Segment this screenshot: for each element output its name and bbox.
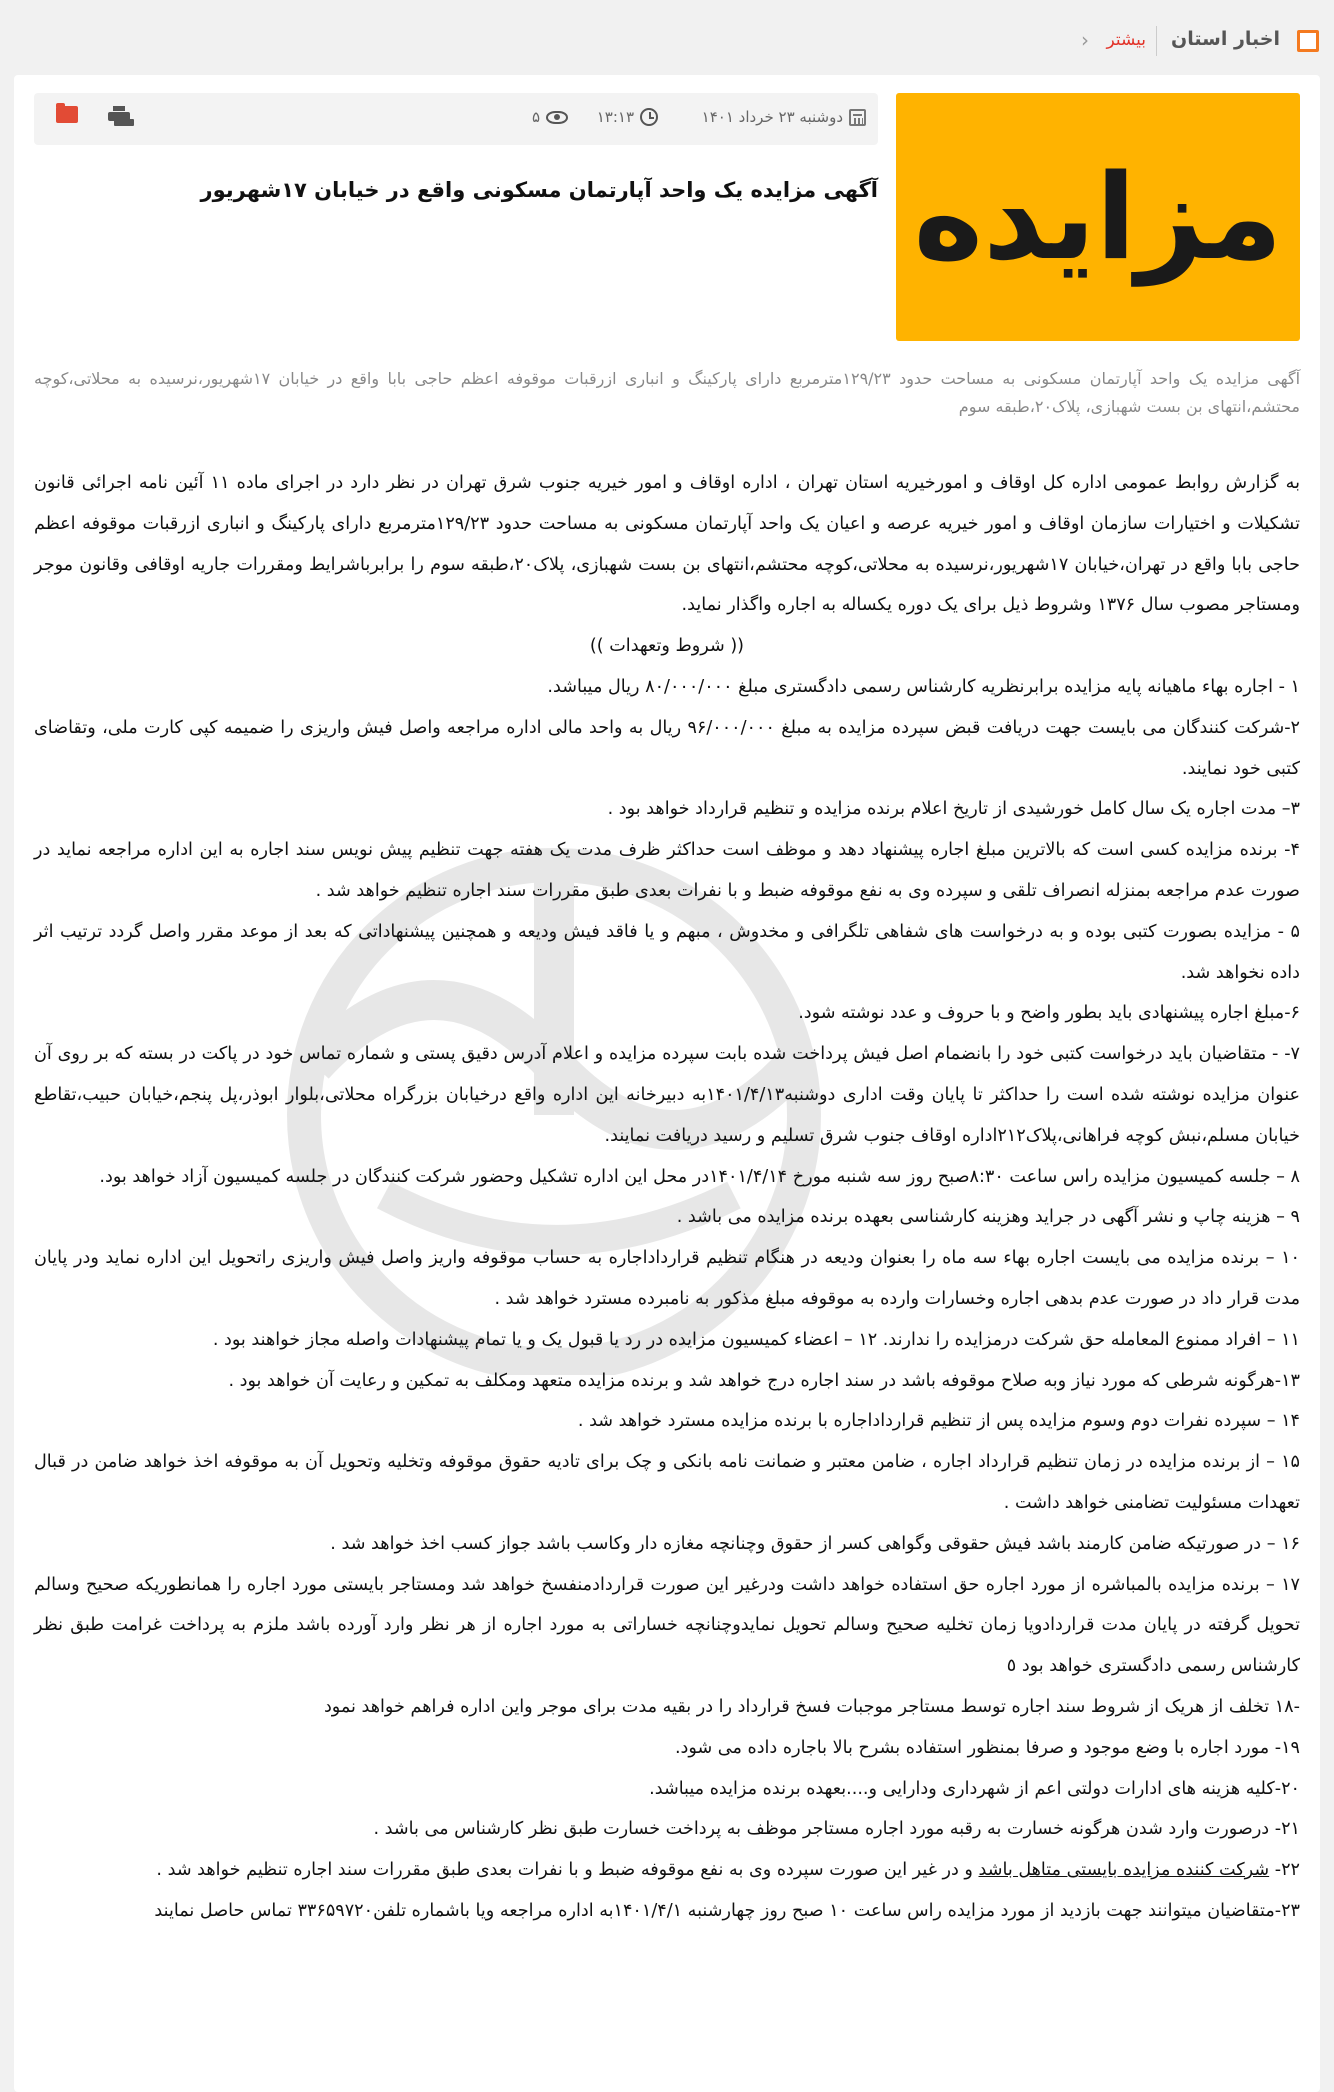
condition-item: ۸ – جلسه کمیسیون مزایده راس ساعت ۸:۳۰صبح روز سه شنبه مورخ ۱۴۰۱/۴/۱۴در محل این اداره تشکیل وحضور شرکت کنندگان در جلسه کمیسیون آزاد خواهد بود. [99, 1166, 1300, 1187]
intro-paragraph: به گزارش روابط عمومی اداره کل اوقاف و امورخیریه استان تهران ، اداره اوقاف و امور خیریه جنوب شرق تهران در نظر دارد در اجرای ماده ۱۱ آئین نامه اجرائی قانون تشکیلات و اختیارات سازمان اوقاف و امور خیریه عرصه و اعیان یک واحد آپارتمان مسکونی به مساحت حدود ۱۲۹/۲۳مترمربع دارای پارکینگ و انباری ازرقبات موقوفه اعظم حاجی بابا واقع در تهران،خیابان ۱۷شهریور،نرسیده به محلاتی،کوچه محتشم،انتهای بن بست شهبازی، پلاک۲۰،طبقه سوم را برابرباشرایط ومقررات جاریه اوقافی وقانون موجر ومستاجر مصوب سال ۱۳۷۶ وشروط ذیل برای یک دوره یکساله به اجاره واگذار نماید. [34, 473, 1300, 616]
condition-item: ۵ - مزایده بصورت کتبی بوده و به درخواست های شفاهی تلگرافی و مخدوش ، مبهم و یا فاقد فیش ودیعه و همچنین پیشنهاداتی که بعد از موعد مقرر واصل گردد ترتیب اثر داده نخواهد شد. [34, 921, 1300, 983]
hero-image [896, 93, 1300, 341]
condition-item: ۱۱ – افراد ممنوع المعامله حق شرکت درمزایده را ندارند. ۱۲ – اعضاء کمیسیون مزایده در رد یا قبول یک و یا تمام پیشنهادات واصله مجاز خواهند بود . [212, 1329, 1300, 1350]
top-bar [0, 0, 1334, 78]
calendar-icon [849, 109, 866, 126]
archive-button[interactable] [56, 106, 78, 123]
condition-item: ۳– مدت اجاره یک سال کامل خورشیدی از تاریخ اعلام برنده مزایده و تنظیم قرارداد خواهد بود . [607, 799, 1300, 820]
condition-item: ۷- - متقاضیان باید درخواست کتبی خود را بانضمام اصل فیش پرداخت شده بابت سپرده مزایده و اعلام آدرس دقیق پستی و شماره تماس خود در پاکت در بسته که بر روی آن عنوان مزایده نوشته شده است را حداکثر تا پایان وقت اداری دوشنبه۱۴۰۱/۴/۱۳به دبیرخانه این اداره واقع درخیابان بزرگراه محلاتی،بلوار ابوذر،پل پنجم،خیابان حبیب،تقاطع خیابان مسلم،نبش کوچه فراهانی،پلاک۲۱۲اداره اوقاف جنوب شرق تسلیم و رسید دریافت نمایند. [34, 1044, 1301, 1146]
chevron-left-icon[interactable]: ‹ [1081, 28, 1089, 52]
article-lead: آگهی مزایده یک واحد آپارتمان مسکونی به مساحت حدود ۱۲۹/۲۳مترمربع دارای پارکینگ و انباری ازرقبات موقوفه اعظم حاجی بابا واقع در خیابان ۱۷شهریور،نرسیده به محلاتی،کوچه محتشم،انتهای بن بست شهبازی، پلاک۲۰،طبقه سوم [34, 369, 1301, 416]
condition-item: ۱۴ – سپرده نفرات دوم وسوم مزایده پس از تنظیم قرارداداجاره با برنده مزایده مسترد خواهد شد . [577, 1411, 1300, 1432]
condition-item-23: ۲۳-متقاضیان میتوانند جهت بازدید از مورد مزایده راس ساعت ۱۰ صبح روز چهارشنبه ۱۴۰۱/۴/۱به اداره مراجعه ویا باشماره تلفن۳۳۶۵۹۷۲۰ تماس حاصل نمایند [154, 1900, 1300, 1921]
views-count: ۵ [531, 108, 540, 126]
item22-prefix: ۲۲- [1269, 1860, 1300, 1881]
condition-item: ۹ – هزینه چاپ و نشر آگهی در جراید وهزینه کارشناسی بعهده برنده مزایده می باشد . [676, 1207, 1300, 1228]
condition-item: ۲۱- درصورت وارد شدن هرگونه خسارت به رقبه مورد اجاره مستاجر موظف به پرداخت خسارت طبق نظر کارشناس می باشد . [373, 1819, 1300, 1840]
hero-label: مزایده [913, 148, 1283, 286]
article-body [34, 463, 1300, 1932]
meta-date [702, 108, 866, 126]
meta-time [597, 108, 658, 126]
item22-suffix: و در غیر این صورت سپرده وی به نفع موقوفه ضبط و با نفرات بعدی طبق مقررات سند اجاره تنظیم خواهد شد . [156, 1860, 979, 1881]
item22-underlined: شرکت کننده مزایده بایستی متاهل باشد [978, 1860, 1270, 1881]
divider [1156, 26, 1157, 56]
condition-item: ۴- برنده مزایده کسی است که بالاترین مبلغ اجاره پیشنهاد دهد و موظف است حداکثر ظرف مدت یک هفته جهت تنظیم پیش نویس سند اجاره به این اداره مراجعه نماید در صورت عدم مراجعه بمنزله انصراف تلقی و سپرده وی به نفع موقوفه ضبط و با نفرات بعدی طبق مقررات سند اجاره تنظیم خواهد شد . [34, 840, 1300, 901]
article-title: آگهی مزایده یک واحد آپارتمان مسکونی واقع در خیابان ۱۷شهریور [200, 178, 878, 202]
conditions-heading: (( شروط وتعهدات )) [589, 636, 745, 657]
clock-icon [640, 108, 658, 126]
print-icon[interactable] [108, 106, 130, 124]
folder-icon[interactable] [56, 106, 78, 123]
condition-item: -۱۸ تخلف از هریک از شروط سند اجاره توسط مستاجر موجبات فسخ قرارداد را در بقیه مدت برای موجر واین اداره فراهم خواهد نمود [323, 1696, 1300, 1717]
condition-item: ۱۳-هرگونه شرطی که مورد نیاز وبه صلاح موقوفه باشد در سند اجاره درج خواهد شد و برنده مزایده متعهد ومکلف به تمکین و رعایت آن خواهد بود . [228, 1370, 1300, 1391]
print-button[interactable] [108, 106, 130, 124]
condition-item: ۲۰-کلیه هزینه های ادارات دولتی اعم از شهرداری ودارایی و....بعهده برنده مزایده میباشد. [649, 1778, 1300, 1799]
condition-item: ۱۶ – در صورتیکه ضامن کارمند باشد فیش حقوقی وگواهی کسر از حقوق وچنانچه مغازه دار وکاسب باشد جواز کسب اخذ خواهد شد . [330, 1533, 1300, 1554]
condition-item: ۱۰ – برنده مزایده می بایست اجاره بهاء سه ماه را بعنوان ودیعه در هنگام تنظیم قرارداداجاره به حساب موقوفه واریز واصل فیش واریزی راتحویل این اداره نماید ودر پایان مدت قرار داد در صورت عدم بدهی اجاره وخسارات وارده به موقوفه مبلغ مذکور به نامبرده مسترد خواهد شد . [34, 1248, 1300, 1309]
article-card [14, 75, 1320, 2092]
condition-item-22 [34, 1850, 1300, 1891]
condition-item: ۲-شرکت کنندگان می بایست جهت دریافت قبض سپرده مزایده به مبلغ ۹۶/۰۰۰/۰۰۰ ریال به واحد مالی اداره مراجعه واصل فیش واریزی را ضمیمه کپی کارت ملی، وتقاضای کتبی خود نمایند. [34, 717, 1300, 779]
category-square-icon [1297, 30, 1319, 52]
condition-item: ۱۹- مورد اجاره با وضع موجود و صرفا بمنظور استفاده بشرح بالا باجاره داده می شود. [674, 1737, 1300, 1758]
eye-icon [546, 111, 568, 124]
condition-item: ۱ - اجاره بهاء ماهیانه پایه مزایده برابرنظریه کارشناس رسمی دادگستری مبلغ ۸۰/۰۰۰/۰۰۰ ریال میباشد. [547, 676, 1300, 697]
meta-bar [34, 93, 878, 145]
more-link[interactable]: بیشتر [1106, 30, 1146, 50]
time-text: ۱۳:۱۳ [596, 108, 634, 126]
category-title[interactable]: اخبار استان [1171, 28, 1280, 50]
date-text: دوشنبه ۲۳ خرداد ۱۴۰۱ [701, 108, 843, 126]
condition-item: ۱۵ – از برنده مزایده در زمان تنظیم قرارداد اجاره ، ضامن معتبر و ضمانت نامه بانکی و چک برای تادیه حقوق موقوفه وتخلیه وتحویل آن به موقوفه اخذ خواهد ضامن در قبال تعهدات مسئولیت تضامنی خواهد داشت . [34, 1452, 1300, 1513]
meta-views [532, 108, 568, 126]
condition-item: ۶-مبلغ اجاره پیشنهادی باید بطور واضح و با حروف و عدد نوشته شود. [798, 1003, 1300, 1024]
condition-item: ۱۷ – برنده مزایده بالمباشره از مورد اجاره حق استفاده خواهد داشت ودرغیر این صورت قراردادمنفسخ خواهد شد ومستاجر بایستی مورد اجاره را همانطوریکه صحیح وسالم تحویل گرفته در پایان مدت قراردادویا زمان تخلیه صحیح وسالم تحویل نمایدوچنانچه خساراتی به مورد اجاره از هر نظر وارد آورده باشد ملزم به پرداخت غرامت طبق نظر کارشناس رسمی دادگستری خواهد بود ٥ [34, 1574, 1300, 1677]
